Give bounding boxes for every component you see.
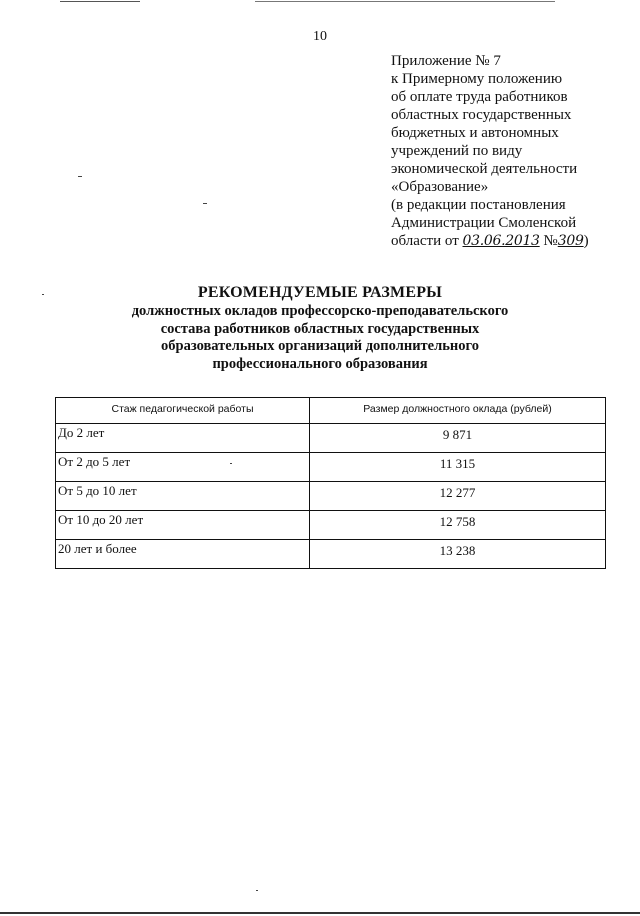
salary-cell: 9 871 xyxy=(310,424,606,453)
document-subtitle-line: профессионального образования xyxy=(212,355,428,372)
column-header-salary: Размер должностного оклада (рублей) xyxy=(310,398,606,424)
appendix-line: (в редакции постановления xyxy=(391,197,566,213)
table-header-row xyxy=(56,398,606,424)
appendix-line: к Примерному положению xyxy=(391,71,563,87)
appendix-line: учреждений по виду xyxy=(391,143,523,159)
scan-edge-top-left xyxy=(60,1,140,2)
salary-table xyxy=(55,397,606,569)
appendix-line: бюджетных и автономных xyxy=(391,125,559,141)
document-heading xyxy=(0,283,640,373)
appendix-line: об оплате труда работников xyxy=(391,89,568,105)
appendix-line: экономической деятельности xyxy=(391,161,578,177)
table-row xyxy=(56,424,606,453)
table-row xyxy=(56,453,606,482)
table-row xyxy=(56,511,606,540)
table-row xyxy=(56,482,606,511)
experience-cell: От 5 до 10 лет xyxy=(56,482,310,511)
page-number: 10 xyxy=(313,29,327,44)
appendix-line: областных государственных xyxy=(391,107,572,123)
experience-cell: До 2 лет xyxy=(56,424,310,453)
salary-cell: 12 758 xyxy=(310,511,606,540)
table-row xyxy=(56,540,606,569)
decree-number-sign: № xyxy=(539,233,558,249)
decree-closing-paren: ) xyxy=(583,233,589,249)
scan-speck xyxy=(256,890,258,891)
scan-speck xyxy=(203,203,207,204)
appendix-block xyxy=(391,52,621,250)
experience-cell: От 10 до 20 лет xyxy=(56,511,310,540)
salary-cell: 11 315 xyxy=(310,453,606,482)
appendix-line: Приложение № 7 xyxy=(391,53,501,69)
column-header-experience: Стаж педагогической работы xyxy=(56,398,310,424)
appendix-line: «Образование» xyxy=(391,179,489,195)
experience-cell: 20 лет и более xyxy=(56,540,310,569)
scan-edge-top-right xyxy=(255,1,555,2)
document-subtitle-line: образовательных организаций дополнительного xyxy=(161,338,479,354)
salary-cell: 12 277 xyxy=(310,482,606,511)
document-title: РЕКОМЕНДУЕМЫЕ РАЗМЕРЫ xyxy=(197,284,443,301)
scan-edge-bottom xyxy=(0,912,640,914)
decree-date: 03.06.2013 xyxy=(462,233,540,249)
appendix-line: Администрации Смоленской xyxy=(391,215,577,231)
experience-cell: От 2 до 5 лет xyxy=(56,453,310,482)
document-subtitle-line: должностных окладов профессорско-преподавательского xyxy=(131,303,509,319)
document-subtitle-line: состава работников областных государственных xyxy=(160,320,480,337)
salary-table-container xyxy=(55,397,605,569)
decree-prefix: области от xyxy=(391,233,463,249)
appendix-decree-line xyxy=(391,232,621,250)
decree-number: 309 xyxy=(557,233,584,249)
scan-speck xyxy=(78,176,82,177)
salary-cell: 13 238 xyxy=(310,540,606,569)
